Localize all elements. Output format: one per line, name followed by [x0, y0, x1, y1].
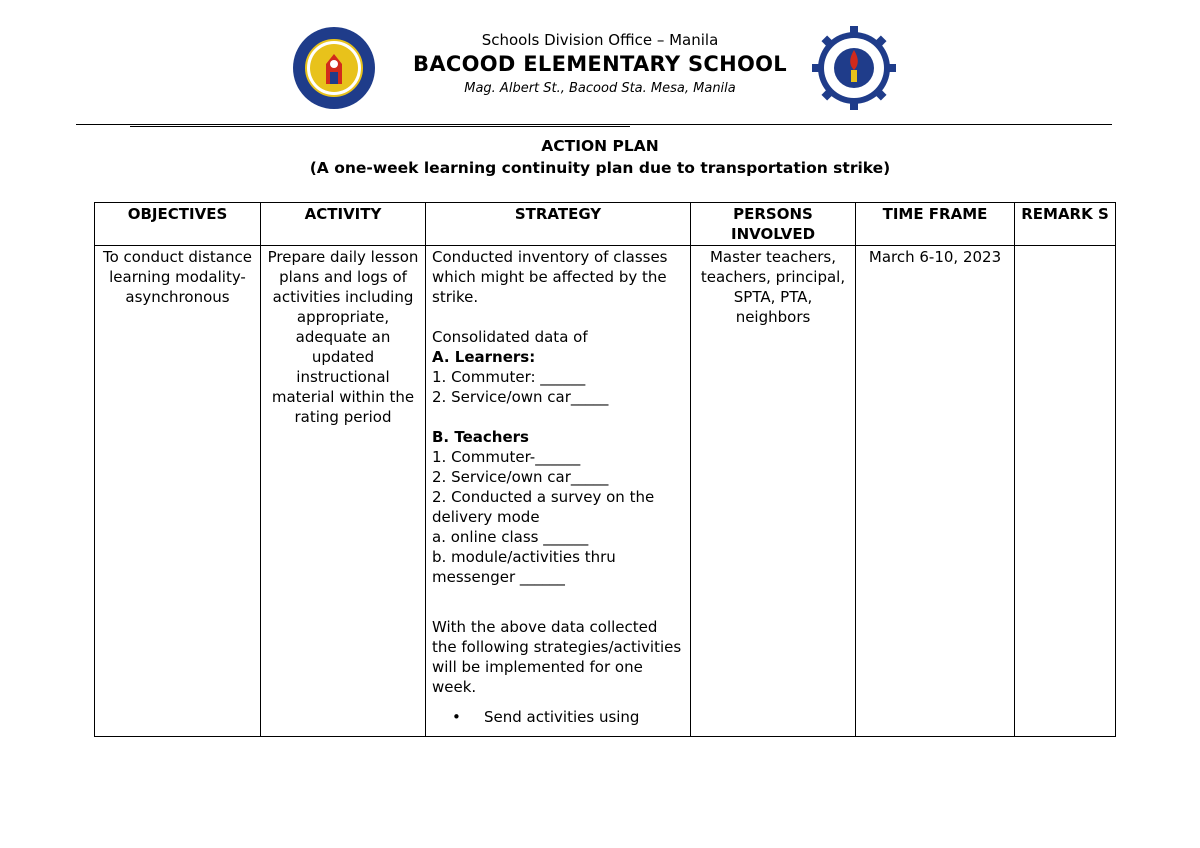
strategy-survey: 2. Conducted a survey on the delivery mode: [432, 488, 655, 526]
school-name: BACOOD ELEMENTARY SCHOOL: [413, 52, 787, 76]
strategy-teachers-heading: B. Teachers: [432, 428, 529, 446]
cell-remarks: [1015, 246, 1116, 737]
cell-activity: Prepare daily lesson plans and logs of activities including appropriate, adequate an updated instructional material within the rating period: [261, 246, 426, 737]
strategy-inventory: Conducted inventory of classes which might be affected by the strike.: [432, 248, 668, 306]
letterhead: [0, 0, 1200, 125]
strategy-summary: With the above data collected the following strategies/activities will be implemented for one week.: [432, 618, 682, 696]
header-activity: ACTIVITY: [261, 203, 426, 246]
document-title: ACTION PLAN: [541, 137, 659, 155]
strategy-learners-heading: A. Learners:: [432, 348, 536, 366]
strategy-teachers-service: 2. Service/own car_____: [432, 468, 609, 486]
strategy-module-messenger: b. module/activities thru messenger ______: [432, 548, 616, 586]
cell-persons-involved: Master teachers, teachers, principal, SPTA, PTA, neighbors: [691, 246, 856, 737]
header-remarks: REMARK S: [1015, 203, 1116, 246]
strategy-consolidated: Consolidated data of: [432, 328, 588, 346]
header-divider-secondary: [130, 126, 630, 127]
table-row: [95, 246, 1116, 737]
strategy-teachers-commuter: 1. Commuter-______: [432, 448, 581, 466]
strategy-online-class: a. online class ______: [432, 528, 589, 546]
header-objectives: OBJECTIVES: [95, 203, 261, 246]
header-divider: [76, 124, 1112, 125]
cell-time-frame: March 6-10, 2023: [856, 246, 1015, 737]
strategy-bullet-item: [432, 707, 684, 727]
strategy-learners-service: 2. Service/own car_____: [432, 388, 609, 406]
cell-strategy: [426, 246, 691, 737]
division-seal-logo: [292, 26, 376, 110]
cell-objectives: To conduct distance learning modality- asynchronous: [95, 246, 261, 737]
division-office-name: Schools Division Office – Manila: [481, 31, 719, 49]
school-seal-logo: [812, 26, 896, 110]
document-subtitle: (A one-week learning continuity plan due to transportation strike): [309, 159, 891, 177]
header-strategy: STRATEGY: [426, 203, 691, 246]
header-time-frame: TIME FRAME: [856, 203, 1015, 246]
header-persons-involved: PERSONS INVOLVED: [691, 203, 856, 246]
table-header-row: [95, 203, 1116, 246]
strategy-learners-commuter: 1. Commuter: ______: [432, 368, 586, 386]
action-plan-table: [94, 202, 1116, 737]
school-address: Mag. Albert St., Bacood Sta. Mesa, Manila: [464, 81, 736, 96]
strategy-bullet-text: Send activities using: [484, 708, 640, 726]
